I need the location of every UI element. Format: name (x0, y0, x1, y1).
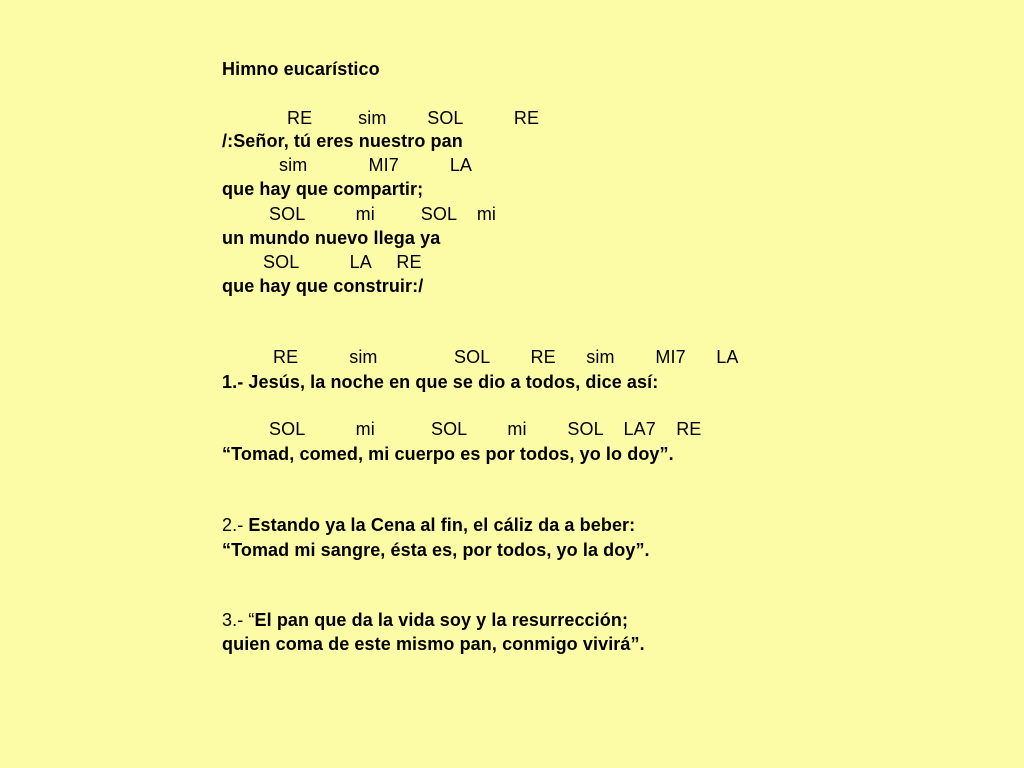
verse3-number: 3.- “ (222, 610, 255, 630)
verse3-line-1 (222, 609, 628, 631)
verse1-chords-2: SOL mi SOL mi SOL LA7 RE (269, 419, 702, 439)
verse2-number: 2.- (222, 515, 249, 535)
verse3-lyric-1: El pan que da la vida soy y la resurrección; (254, 610, 629, 630)
chorus-lyric-1: /:Señor, tú eres nuestro pan (222, 131, 463, 151)
song-title: Himno eucarístico (222, 59, 380, 79)
chorus-lyric-3: un mundo nuevo llega ya (222, 228, 441, 248)
chorus-chords-2: sim MI7 LA (279, 155, 473, 175)
chorus-lyric-4: que hay que construir:/ (222, 276, 424, 296)
verse1-chords-1: RE sim SOL RE sim MI7 LA (273, 347, 739, 367)
verse2-line-1 (222, 514, 635, 536)
chorus-chords-3: SOL mi SOL mi (269, 204, 497, 224)
chorus-chords-4: SOL LA RE (263, 252, 422, 272)
chorus-chords-1: RE sim SOL RE (287, 108, 540, 128)
verse1-lyric-2: “Tomad, comed, mi cuerpo es por todos, yo lo doy”. (222, 444, 674, 464)
verse3-lyric-2: quien coma de este mismo pan, conmigo vivirá”. (222, 634, 645, 654)
verse1-lyric-1: 1.- Jesús, la noche en que se dio a todos, dice así: (222, 372, 659, 392)
verse2-lyric-1: Estando ya la Cena al fin, el cáliz da a beber: (248, 515, 636, 535)
verse2-lyric-2: “Tomad mi sangre, ésta es, por todos, yo la doy”. (222, 540, 650, 560)
chorus-lyric-2: que hay que compartir; (222, 179, 424, 199)
